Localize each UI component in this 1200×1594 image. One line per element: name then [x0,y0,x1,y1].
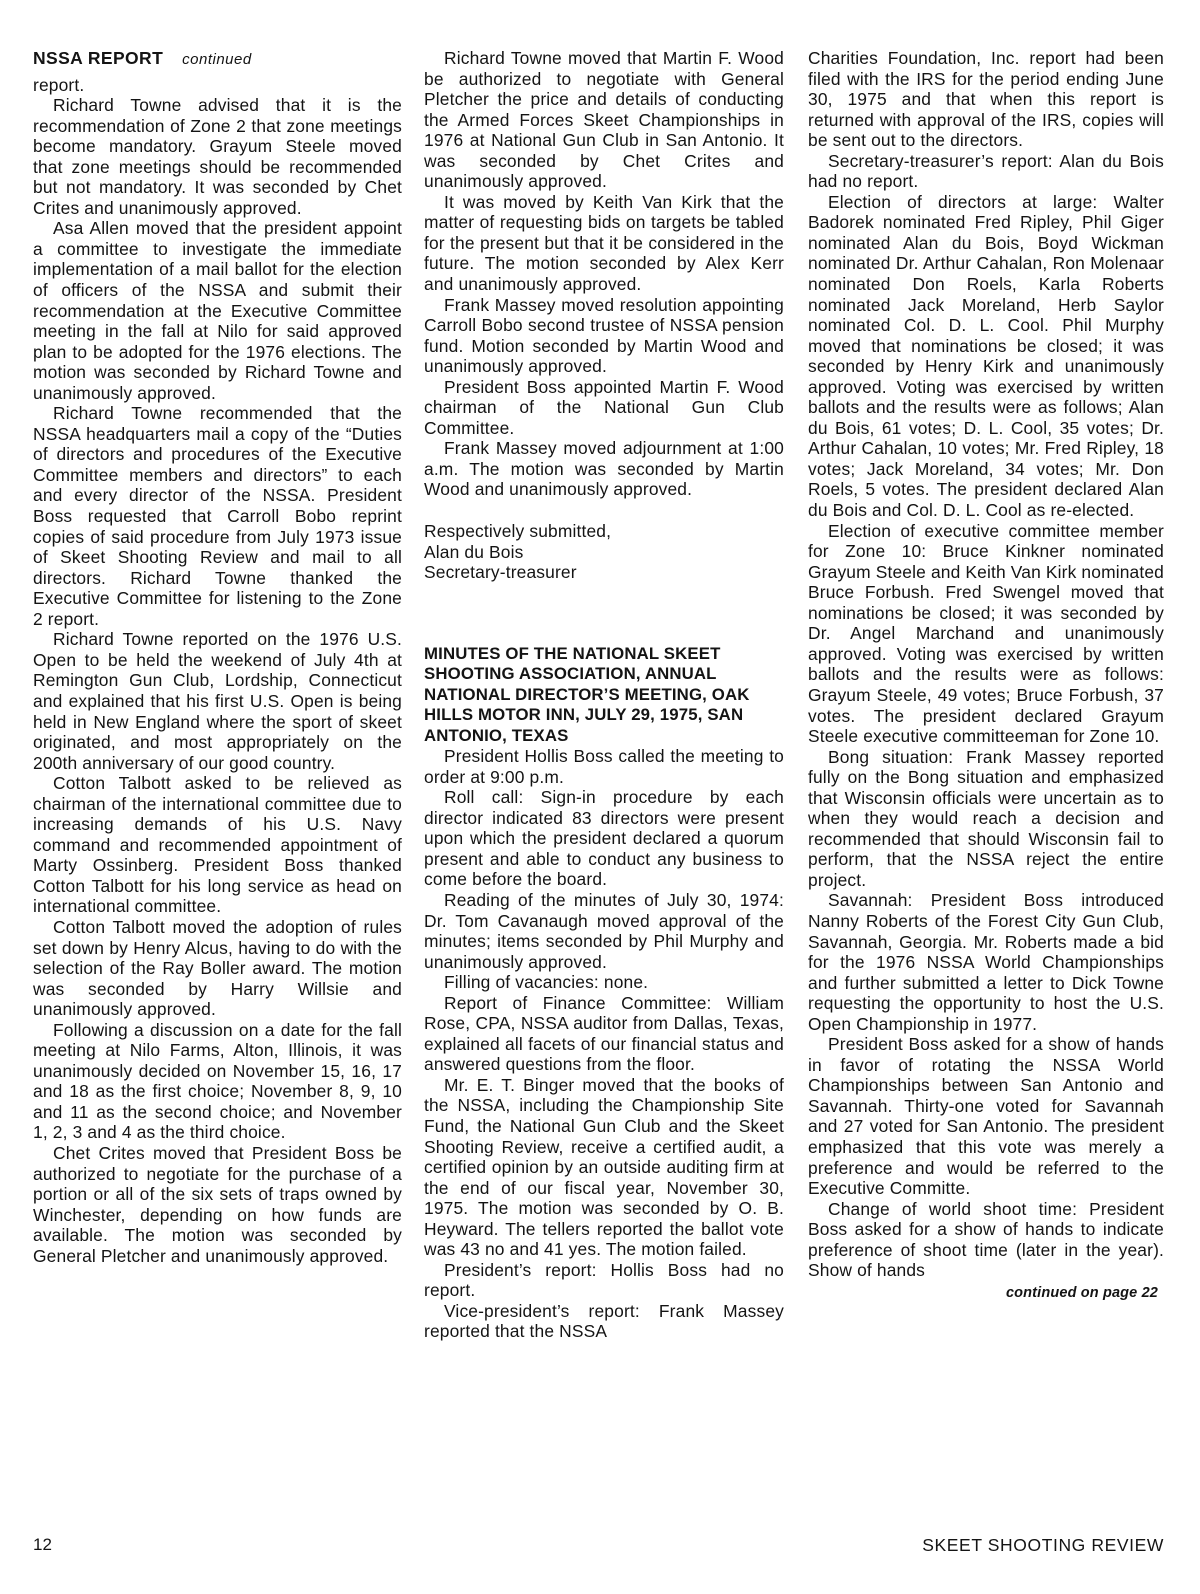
paragraph: President Boss appointed Martin F. Wood chairman of the National Gun Club Committee. [424,376,784,438]
paragraph: Election of executive committee member for Zone 10: Bruce Kinkner nominated Grayum Steele and Keith Van Kirk nominated Bruce Forbush. Fred Swengel moved that nominations be closed; it was seconded by Dr. Angel Marchand and unanimously approved. Voting was exercised by written ballots and the results were as follows: Grayum Steele, 49 votes; Bruce Forbush, 37 votes. The president declared Grayum Steele executive committeeman for Zone 10. [808,520,1164,747]
column-3 [808,48,1164,1303]
signature-closing: Respectively submitted, [424,521,612,542]
paragraph: Filling of vacancies: none. [444,972,649,993]
signature-title: Secretary-treasurer [424,562,577,583]
paragraph: Mr. E. T. Binger moved that the books of the NSSA, including the Championship Site Fund, the National Gun Club and the Skeet Shooting Review, receive a certified audit, a certified opinion by an outside auditing firm at the end of our fiscal year, November 30, 1975. The motion was seconded by O. B. Heyward. The tellers reported the ballot vote was 43 no and 41 yes. The motion failed. [424,1074,784,1260]
paragraph: Savannah: President Boss introduced Nanny Roberts of the Forest City Gun Club, Savannah, Georgia. Mr. Roberts made a bid for the 1976 NSSA World Championships and further submitted a letter to Dick Towne requesting the opportunity to host the U.S. Open Championship in 1977. [808,890,1164,1034]
continued-on-label: continued on page 22 [1005,1284,1158,1301]
section-header [33,48,402,71]
paragraph: It was moved by Keith Van Kirk that the matter of requesting bids on targets be tabled for the present but that it be considered in the future. The motion seconded by Alex Kerr and unanimously approved. [424,191,784,295]
column-2 [424,48,784,1342]
paragraph: Richard Towne recommended that the NSSA headquarters mail a copy of the “Duties of directors and procedures of the Executive Committee members and directors” to each and every director of the NSSA. President Boss requested that Carroll Bobo reprint copies of said procedure from July 1973 issue of Skeet Shooting Review and mail to all directors. Richard Towne thanked the Executive Committee for listening to the Zone 2 report. [33,403,402,629]
continued-label: continued [182,51,252,68]
paragraph: Reading of the minutes of July 30, 1974: Dr. Tom Cavanaugh moved approval of the minutes; items seconded by Phil Murphy and unanimously approved. [424,890,784,972]
minutes-heading: MINUTES OF THE NATIONAL SKEET SHOOTING ASSOCIATION, ANNUAL NATIONAL DIRECTOR’S MEETING, OAK HILLS MOTOR INN, JULY 29, 1975, SAN ANTONIO, TEXAS [424,643,750,745]
paragraph: Asa Allen moved that the president appoint a committee to investigate the immediate implementation of a mail ballot for the election of officers of the NSSA and submit their recommendation at the Executive Committee meeting in the fall at Nilo for said approved plan to be adopted for the 1976 elections. The motion was seconded by Richard Towne and unanimously approved. [33,218,402,403]
paragraph: President Boss asked for a show of hands in favor of rotating the NSSA World Championships between San Antonio and Savannah. Thirty-one voted for Savannah and 27 voted for San Antonio. The president emphasized that this vote was merely a preference and would be referred to the Executive Committe. [808,1034,1164,1199]
paragraph: Chet Crites moved that President Boss be authorized to negotiate for the purchase of a portion or all of the six sets of traps owned by Winchester, depending on how funds are available. The motion was seconded by General Pletcher and unanimously approved. [33,1142,402,1266]
paragraph: Roll call: Sign-in procedure by each director indicated 83 directors were present upon which the president declared a quorum present and able to conduct any business to come before the board. [424,787,784,890]
paragraph: Richard Towne reported on the 1976 U.S. Open to be held the weekend of July 4th at Remington Gun Club, Lordship, Connecticut and explained that his first U.S. Open is being held in New England where the sport of skeet originated, and most appropriately on the 200th anniversary of our good country. [33,629,402,773]
paragraph: Vice-president’s report: Frank Massey reported that the NSSA [424,1300,784,1342]
paragraph: Richard Towne advised that it is the recommendation of Zone 2 that zone meetings become mandatory. Grayum Steele moved that zone meetings should be recommended but not mandatory. It was seconded by Chet Crites and unanimously approved. [33,95,402,218]
page-number: 12 [33,1535,52,1554]
paragraph: President Hollis Boss called the meeting to order at 9:00 p.m. [424,746,784,787]
paragraph: Charities Foundation, Inc. report had been filed with the IRS for the period ending June 30, 1975 and that when this report is returned with approval of the IRS, copies will be sent out to the directors. [808,48,1164,151]
paragraph: report. [33,74,85,95]
magazine-name: SKEET SHOOTING REVIEW [922,1535,1164,1555]
paragraph: Election of directors at large: Walter Badorek nominated Fred Ripley, Phil Giger nominated Alan du Bois, Boyd Wickman nominated Dr. Arthur Cahalan, Ron Molenaar nominated Don Roels, Karla Roberts nominated Jack Moreland, Herb Saylor nominated Col. D. L. Cool. Phil Murphy moved that nominations be closed; it was seconded by Henry Kirk and unanimously approved. Voting was exercised by written ballots and the results were as follows; Alan du Bois, 61 votes; D. L. Cool, 35 votes; Dr. Arthur Cahalan, 10 votes; Mr. Fred Ripley, 18 votes; Jack Moreland, 34 votes; Mr. Don Roels, 5 votes. The president declared Alan du Bois and Col. D. L. Cool as re-elected. [808,191,1164,521]
paragraph: Following a discussion on a date for the fall meeting at Nilo Farms, Alton, Illinois, it was unanimously decided on November 15, 16, 17 and 18 as the first choice; November 8, 9, 10 and 11 as the second choice; and November 1, 2, 3 and 4 as the third choice. [33,1019,402,1143]
paragraph: Secretary-treasurer’s report: Alan du Bois had no report. [808,150,1164,192]
section-title: NSSA REPORT [33,48,164,68]
paragraph: Cotton Talbott moved the adoption of rules set down by Henry Alcus, having to do with the selection of the Ray Boller award. The motion was seconded by Harry Willsie and unanimously approved. [33,916,402,1020]
signature-name: Alan du Bois [424,541,524,562]
paragraph: Richard Towne moved that Martin F. Wood be authorized to negotiate with General Pletcher the price and details of conducting the Armed Forces Skeet Championships in 1976 at National Gun Club in San Antonio. It was seconded by Chet Crites and unanimously approved. [424,48,784,192]
signature-block [424,521,784,583]
paragraph: Frank Massey moved adjournment at 1:00 a.m. The motion was seconded by Martin Wood and unanimously approved. [424,438,784,500]
paragraph: Frank Massey moved resolution appointing Carroll Bobo second trustee of NSSA pension fund. Motion seconded by Martin Wood and unanimously approved. [424,294,784,377]
paragraph: Bong situation: Frank Massey reported fully on the Bong situation and emphasized that Wisconsin officials were uncertain as to when they would reach a decision and recommended that should Wisconsin fail to perform, that the NSSA reject the entire project. [808,746,1164,890]
column-1 [33,48,402,1266]
paragraph: Report of Finance Committee: William Rose, CPA, NSSA auditor from Dallas, Texas, explained all facets of our financial status and answered questions from the floor. [424,992,784,1075]
paragraph: President’s report: Hollis Boss had no report. [424,1259,784,1301]
paragraph: Cotton Talbott asked to be relieved as chairman of the international committee due to increasing demands of his U.S. Navy command and recommended appointment of Marty Ossinberg. President Boss thanked Cotton Talbott for his long service as head on international committee. [33,773,402,917]
paragraph: Change of world shoot time: President Boss asked for a show of hands to indicate preference of shoot time (later in the year). Show of hands [808,1198,1164,1281]
